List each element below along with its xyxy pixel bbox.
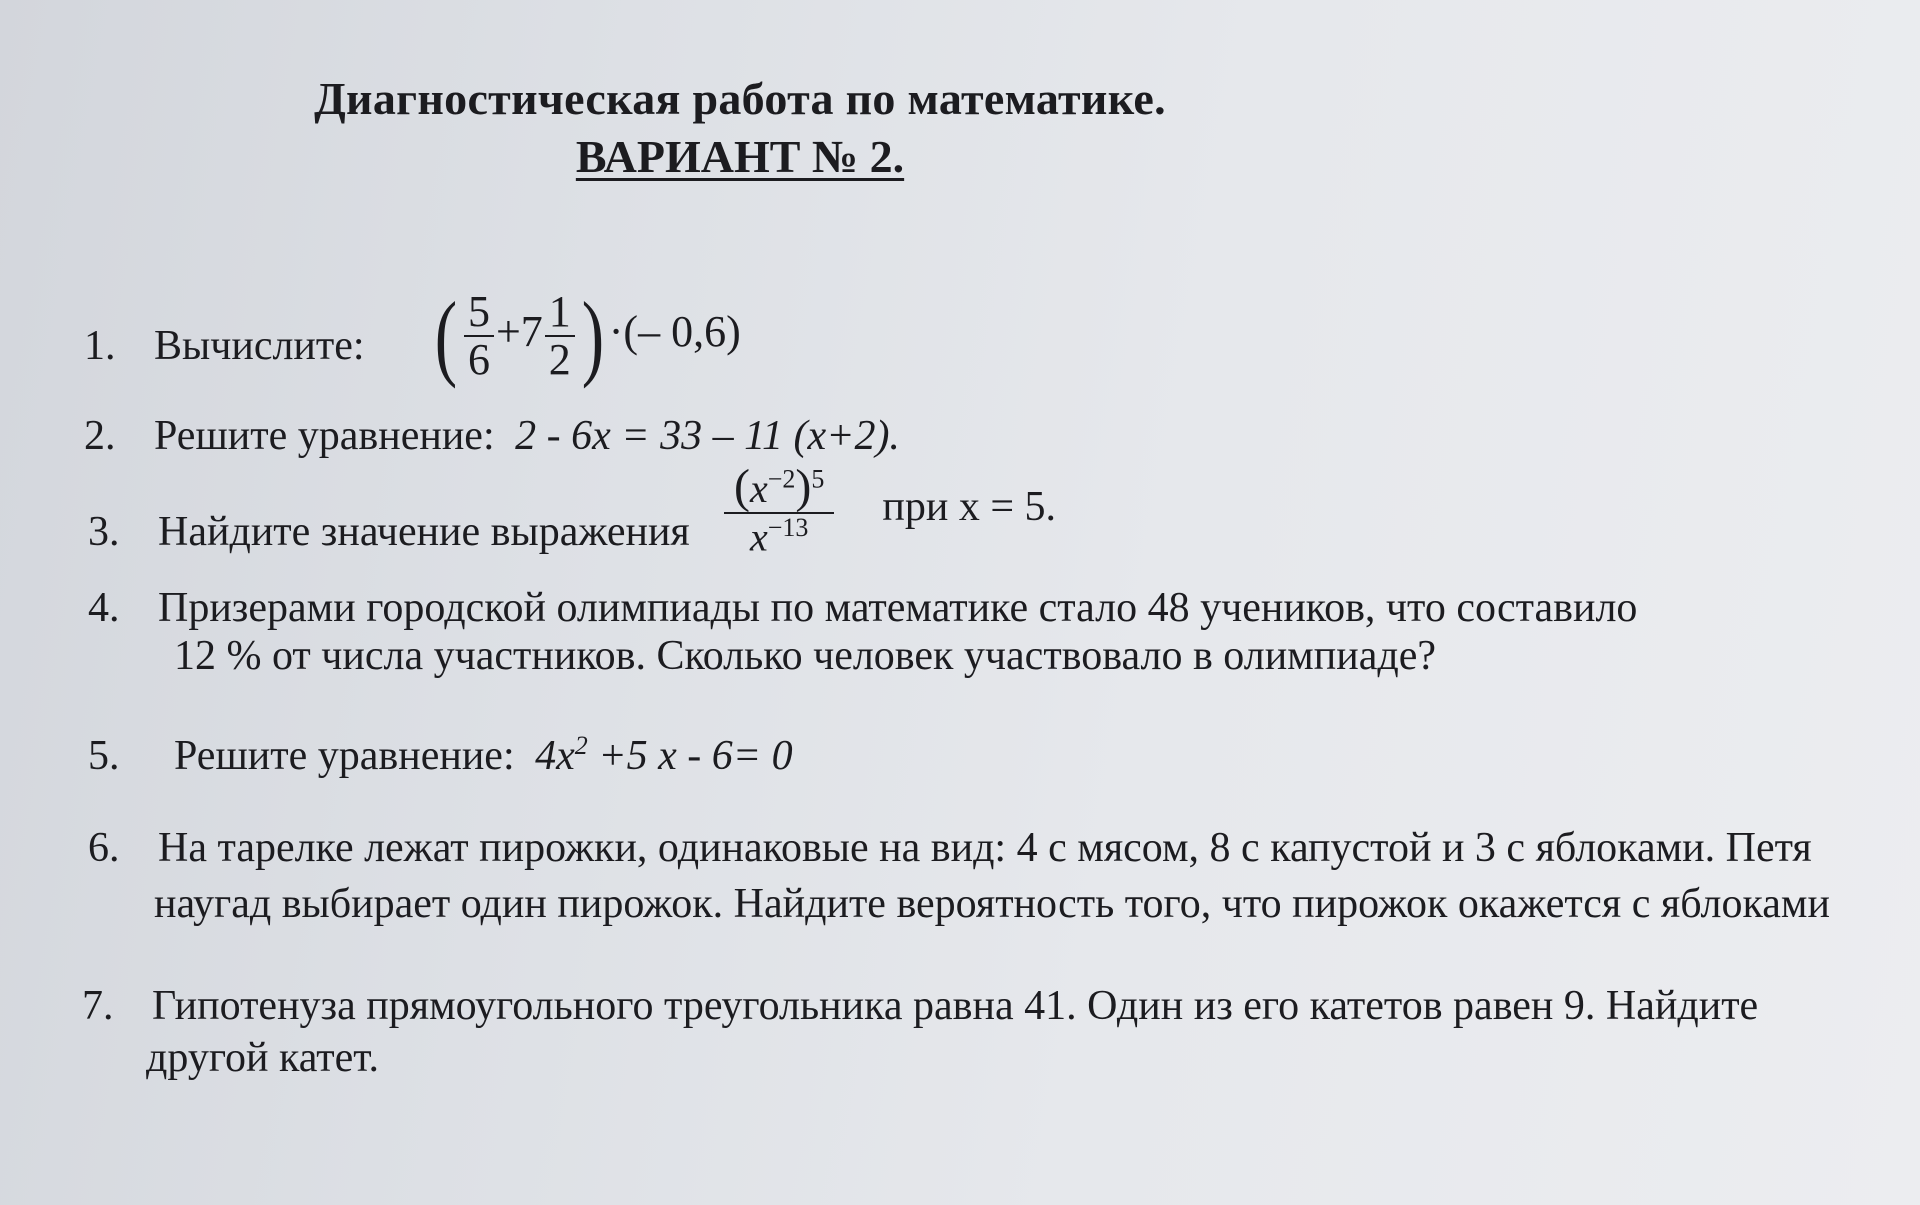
task-3-condition: при x = 5. (882, 483, 1057, 530)
task-text-line-1: Призерами городской олимпиады по математике стало 48 учеников, что составило (158, 585, 1638, 631)
task-number: 4. (88, 585, 120, 631)
fraction-numerator: $(x^{-2})^5$ (724, 462, 834, 514)
task-number: 1. (84, 323, 116, 369)
equation: $4x^2 +5$ x - 6= 0 (535, 731, 793, 779)
task-text-line-1: Гипотенуза прямоугольного треугольника равна 41. Один из его катетов равен 9. Найдите (152, 983, 1759, 1029)
task-5 (88, 730, 793, 783)
fraction-1-2 (545, 286, 575, 384)
task-6 (88, 822, 1812, 875)
variant-label: ВАРИАНТ № 2. (575, 131, 905, 182)
fraction-denominator: 2 (548, 335, 571, 384)
close-paren: ) (581, 282, 604, 389)
task-1 (84, 320, 365, 373)
power-fraction (724, 462, 834, 559)
task-3-expression (722, 462, 1056, 559)
task-text: Решите уравнение: (154, 413, 495, 459)
task-3 (88, 506, 690, 559)
task-text: Решите уравнение: (174, 733, 515, 779)
fraction-denominator: 6 (467, 335, 490, 384)
task-7 (82, 980, 1758, 1033)
task-number: 6. (88, 825, 120, 871)
plus-seven: +7 (495, 307, 543, 357)
task-text: Найдите значение выражения (158, 509, 690, 555)
task-2 (84, 410, 900, 463)
fraction-denominator: $x^{-13}$ (749, 513, 809, 560)
task-text: Вычислите: (154, 323, 365, 369)
page-title: Диагностическая работа по математике. (314, 73, 1166, 124)
task-7-line-2: другой катет. (146, 1035, 379, 1081)
multiplier: ·(– 0,6) (608, 307, 741, 357)
task-number: 5. (88, 733, 120, 779)
fraction-numerator: 1 (545, 289, 575, 337)
fraction-5-6 (464, 286, 494, 384)
open-paren: ( (434, 282, 458, 389)
fraction-numerator: 5 (464, 289, 494, 337)
task-6-line-2: наугад выбирает один пирожок. Найдите вероятность того, что пирожок окажется с яблоками (154, 881, 1830, 927)
equation: 2 - 6x = 33 – 11 (x+2). (515, 413, 900, 459)
task-number: 3. (88, 509, 120, 555)
task-1-expression (430, 282, 741, 389)
variant-heading (0, 130, 1480, 183)
task-number: 7. (82, 983, 114, 1029)
task-4 (88, 582, 1637, 635)
task-text-line-1: На тарелке лежат пирожки, одинаковые на вид: 4 с мясом, 8 с капустой и 3 с яблоками. Петя (158, 825, 1812, 871)
task-number: 2. (84, 413, 116, 459)
task-4-line-2: 12 % от числа участников. Сколько человек участвовало в олимпиаде? (174, 633, 1437, 679)
